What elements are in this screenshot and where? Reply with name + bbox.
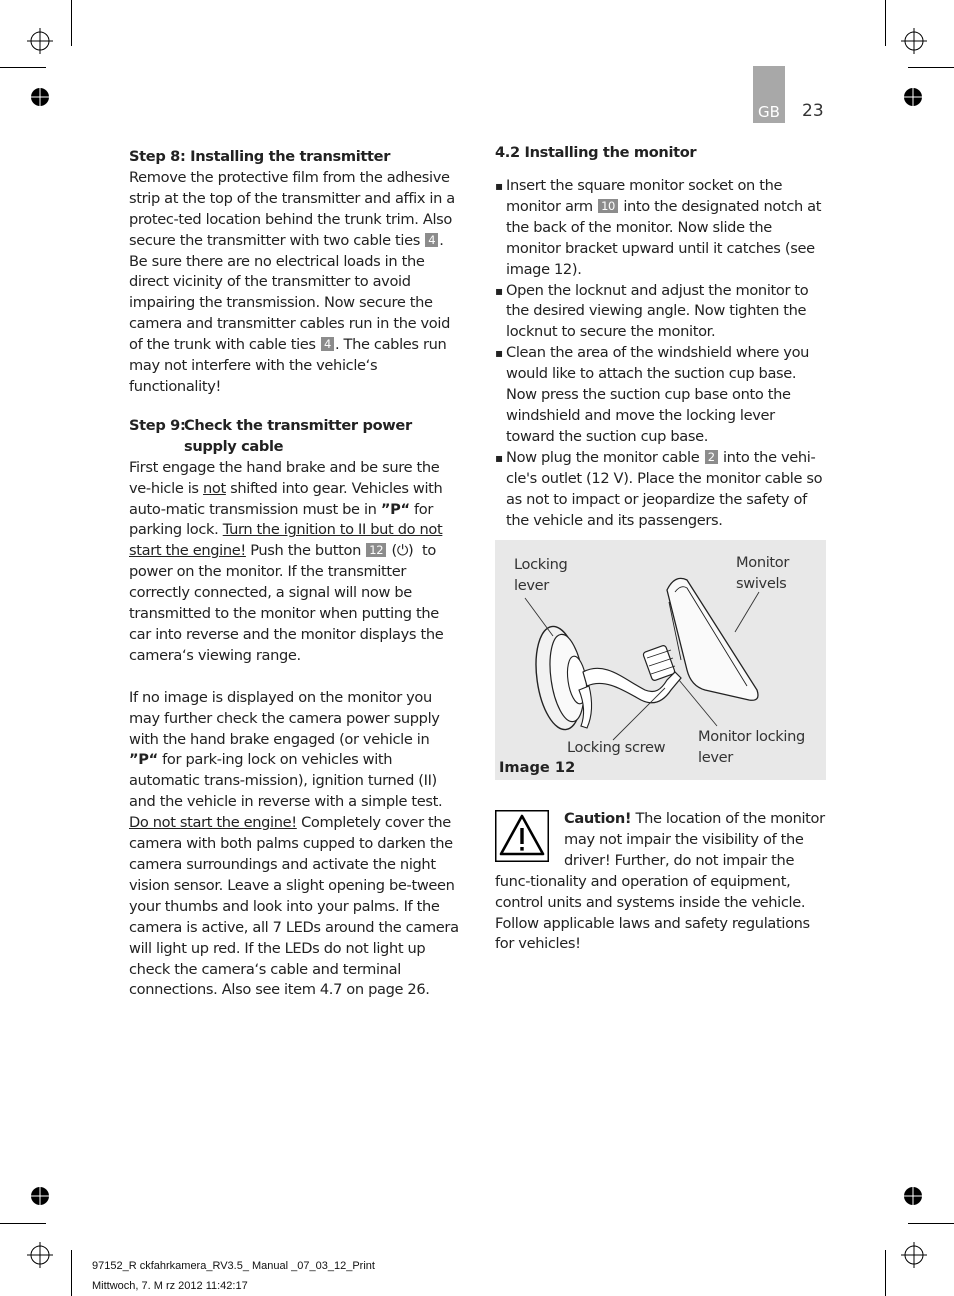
- step9-body-2: [129, 688, 459, 1002]
- list-item-text: Now plug the monitor cable: [506, 448, 700, 466]
- crop-mark: [908, 67, 954, 68]
- registration-target-icon: [901, 1242, 927, 1268]
- list-item: ▪ Open the locknut and adjust the monitor to the desired viewing angle. Now tighten the locknut to secure the monitor.: [495, 281, 825, 344]
- language-tab-label: GB: [758, 103, 780, 121]
- crop-mark: [908, 1223, 954, 1224]
- step9-heading: [129, 416, 459, 458]
- step9-text: If no image is displayed on the monitor you may further check the camera power supply with the hand brake engaged (or vehicle in: [129, 688, 440, 748]
- step9-text: to power on the monitor. If the transmitter correctly connected, a signal will now be transmitted to the monitor when putting the car into reverse and the monitor displays the camera‘s viewing range.: [129, 542, 444, 664]
- power-symbol: (⏻): [391, 542, 414, 560]
- ref-box: 2: [705, 450, 718, 464]
- language-tab: [753, 66, 785, 123]
- step9-text: Completely cover the camera with both palms cupped to darken the camera surroundings and activate the night vision sensor. Leave a slight opening be-tween your thumbs and look into your palms. If the camera is active, all 7 LEDs around the camera will light up red. If the LEDs do not light up check the camera‘s cable and terminal connections. Also see item 4.7 on page 26.: [129, 814, 459, 999]
- ref-box: 12: [366, 543, 386, 557]
- gear-p: ”P“: [129, 751, 158, 769]
- step8-text-2: . Be sure there are no electrical loads in the direct vicinity of the transmitter to avoid impairing the transmission. Now secure the camera and transmitter cables run in the void of the trunk with cable ties: [129, 231, 450, 354]
- print-slug-line-1: 97152_R ckfahrkamera_RV3.5_ Manual _07_03_12_Print: [92, 1260, 375, 1272]
- list-item: ▪ Clean the area of the windshield where you would like to attach the suction cup base. Now press the suction cup base onto the windshield and move the locking lever toward the suction cup base.: [495, 343, 825, 448]
- label-locking-lever: Locking lever: [514, 556, 568, 594]
- step9-text: shifted into gear. Vehicles with auto-matic transmission must be in: [129, 479, 443, 518]
- emphasis-not: not: [203, 479, 226, 497]
- ref-box: 10: [598, 199, 618, 213]
- step8-text-1: Remove the protective film from the adhesive strip at the top of the transmitter and affix in a protec-ted location behind the trunk trim. Also secure the transmitter with two cable ties: [129, 168, 455, 249]
- list-item: [495, 176, 825, 281]
- caution-icon-spacer: [495, 809, 564, 871]
- caution-text: The location of the monitor may not impair the visibility of the driver! Further, do not impair the func-tionality and operation of equipment, control units and systems inside the vehicle. Follow applicable laws and safety regulations for vehicles!: [495, 810, 825, 953]
- registration-target-icon: [901, 28, 927, 54]
- engine-warning: Do not start the engine!: [129, 814, 297, 832]
- step9-body-1: [129, 458, 459, 667]
- registration-dot-icon: [903, 1186, 923, 1206]
- gear-p: ”P“: [380, 500, 410, 518]
- registration-target-icon: [27, 1242, 53, 1268]
- left-column: [129, 147, 459, 1001]
- label-monitor-locking-lever: Monitor locking lever: [698, 728, 805, 766]
- step9-text: Push the button: [250, 542, 361, 560]
- figure-image-12: [495, 540, 826, 780]
- ignition-warning: Turn the ignition to II but do not start the engine!: [129, 521, 443, 560]
- label-locking-screw: Locking screw: [567, 739, 666, 756]
- ref-box: 4: [425, 233, 438, 247]
- step9-text: for park-ing lock on vehicles with automatic trans-mission), ignition turned (II) and the vehicle in reverse with a simple test.: [129, 751, 443, 811]
- crop-mark: [885, 1250, 886, 1296]
- list-item-text: into the vehi-cle's outlet (12 V). Place the monitor cable so as not to impact or jeopardize the safety of the vehicle and its passengers.: [506, 448, 823, 529]
- print-slug: [92, 1256, 375, 1296]
- crop-mark: [71, 1250, 72, 1296]
- crop-mark: [0, 1223, 46, 1224]
- label-monitor-swivels: Monitor swivels: [736, 554, 790, 592]
- print-slug-line-2: Mittwoch, 7. M rz 2012 11:42:17: [92, 1280, 248, 1292]
- registration-target-icon: [27, 28, 53, 54]
- step9-title: Check the transmitter power supply cable: [184, 416, 412, 455]
- page-number: 23: [802, 101, 824, 121]
- step8-body: [129, 168, 459, 398]
- step9-label: Step 9:: [129, 416, 186, 434]
- step9-text: for parking lock.: [129, 500, 434, 539]
- step8-text-3: . The cables run may not interfere with the vehicle‘s functionality!: [129, 336, 447, 395]
- step9-text: First engage the hand brake and be sure the ve-hicle is: [129, 458, 440, 497]
- registration-dot-icon: [30, 87, 50, 107]
- step8-heading: Step 8: Installing the transmitter: [129, 148, 391, 165]
- list-item-text: Insert the square monitor socket on the monitor arm: [506, 177, 783, 215]
- ref-box: 4: [321, 337, 334, 351]
- caution-block: [495, 809, 827, 955]
- section-heading: 4.2 Installing the monitor: [495, 144, 697, 161]
- registration-dot-icon: [30, 1186, 50, 1206]
- figure-caption: Image 12: [499, 759, 576, 776]
- list-item-text: into the designated notch at the back of the monitor. Now slide the monitor bracket upward until it catches (see image 12).: [506, 197, 822, 278]
- crop-mark: [885, 0, 886, 46]
- registration-dot-icon: [903, 87, 923, 107]
- install-steps-list: [495, 176, 825, 531]
- crop-mark: [71, 0, 72, 46]
- list-item: [495, 448, 825, 532]
- caution-title: Caution!: [564, 810, 632, 827]
- crop-mark: [0, 67, 46, 68]
